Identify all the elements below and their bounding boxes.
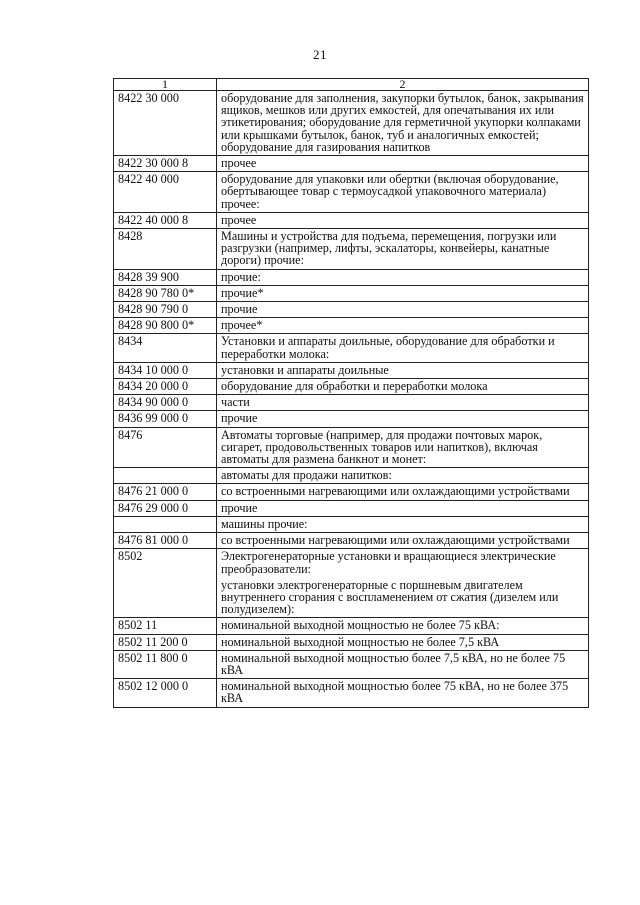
tnved-code: 8476 xyxy=(114,427,217,468)
goods-description xyxy=(217,362,589,378)
tnved-code: 8422 30 000 8 xyxy=(114,156,217,172)
table-row xyxy=(114,212,589,228)
tnved-code: 8502 xyxy=(114,549,217,618)
goods-description xyxy=(217,318,589,334)
column-header-2: 2 xyxy=(217,79,589,91)
goods-description xyxy=(217,427,589,468)
goods-description xyxy=(217,516,589,532)
goods-description xyxy=(217,500,589,516)
tnved-code: 8434 10 000 0 xyxy=(114,362,217,378)
tnved-code: 8428 90 790 0 xyxy=(114,302,217,318)
description-paragraph: части xyxy=(221,395,250,410)
description-paragraph: оборудование для обработки и переработки молока xyxy=(221,379,488,394)
description-paragraph: прочее* xyxy=(221,318,263,333)
table-row xyxy=(114,91,589,156)
description-paragraph: прочие xyxy=(221,500,258,515)
description-paragraph: оборудование для заполнения, закупорки бутылок, банок, закрывания ящиков, мешков или других емкостей, для опечатывания их или этикетирования; оборудование для герметичной укупорки колпаками или крышками бутылок, банок, туб и аналогичных емкостей; оборудование для газирования напитков xyxy=(221,91,584,154)
tnved-code: 8436 99 000 0 xyxy=(114,411,217,427)
table-row xyxy=(114,468,589,484)
column-header-1: 1 xyxy=(114,79,217,91)
table-row xyxy=(114,411,589,427)
tnved-code xyxy=(114,468,217,484)
tnved-code: 8476 29 000 0 xyxy=(114,500,217,516)
description-paragraph: прочие xyxy=(221,302,258,317)
table-row xyxy=(114,269,589,285)
table-row xyxy=(114,634,589,650)
tnved-code: 8428 xyxy=(114,229,217,270)
description-paragraph: установки электрогенераторные с поршневым двигателем внутреннего сгорания с воспламенением от сжатия (дизелем или полудизелем): xyxy=(221,577,559,617)
tnved-code: 8434 20 000 0 xyxy=(114,379,217,395)
goods-description xyxy=(217,156,589,172)
description-paragraph: прочие xyxy=(221,411,258,426)
description-paragraph: прочее xyxy=(221,156,257,171)
goods-description xyxy=(217,172,589,213)
description-paragraph: номинальной выходной мощностью не более 7,5 кВА xyxy=(221,634,500,649)
description-paragraph: установки и аппараты доильные xyxy=(221,362,389,377)
table-row xyxy=(114,533,589,549)
description-paragraph: прочие: xyxy=(221,269,261,284)
table-row xyxy=(114,362,589,378)
tnved-code: 8502 11 200 0 xyxy=(114,634,217,650)
goods-description xyxy=(217,634,589,650)
goods-description xyxy=(217,679,589,707)
tnved-code: 8422 40 000 8 xyxy=(114,212,217,228)
table-row xyxy=(114,302,589,318)
table-row xyxy=(114,516,589,532)
goods-description xyxy=(217,549,589,618)
table-row xyxy=(114,318,589,334)
goods-description xyxy=(217,484,589,500)
table-row xyxy=(114,427,589,468)
table-row xyxy=(114,379,589,395)
description-paragraph: номинальной выходной мощностью не более 75 кВА: xyxy=(221,618,500,633)
goods-description xyxy=(217,411,589,427)
tnved-code xyxy=(114,516,217,532)
tnved-code: 8428 39 900 xyxy=(114,269,217,285)
description-paragraph: прочие* xyxy=(221,285,264,300)
description-paragraph: машины прочие: xyxy=(221,516,308,531)
goods-description xyxy=(217,379,589,395)
description-paragraph: Установки и аппараты доильные, оборудование для обработки и переработки молока: xyxy=(221,334,555,361)
description-paragraph: Машины и устройства для подъема, перемещения, погрузки или разгрузки (например, лифты, эскалаторы, конвейеры, канатные дороги) прочие: xyxy=(221,229,557,268)
description-paragraph: автоматы для продажи напитков: xyxy=(221,468,392,483)
page-number: 21 xyxy=(313,47,327,62)
goods-description xyxy=(217,212,589,228)
goods-description xyxy=(217,334,589,362)
goods-description xyxy=(217,533,589,549)
table-row xyxy=(114,334,589,362)
table-row xyxy=(114,500,589,516)
description-paragraph: Электрогенераторные установки и вращающиеся электрические преобразователи: xyxy=(221,549,556,576)
code-table xyxy=(113,78,589,708)
goods-description xyxy=(217,269,589,285)
goods-description xyxy=(217,618,589,634)
table-header-row xyxy=(114,79,589,91)
tnved-code: 8502 11 xyxy=(114,618,217,634)
tnved-code: 8502 12 000 0 xyxy=(114,679,217,707)
tnved-code: 8434 xyxy=(114,334,217,362)
goods-description xyxy=(217,285,589,301)
description-paragraph: номинальной выходной мощностью более 75 кВА, но не более 375 кВА xyxy=(221,679,569,706)
tnved-code: 8428 90 800 0* xyxy=(114,318,217,334)
tnved-code: 8422 40 000 xyxy=(114,172,217,213)
tnved-code: 8434 90 000 0 xyxy=(114,395,217,411)
table-row xyxy=(114,484,589,500)
table-row xyxy=(114,285,589,301)
table-row xyxy=(114,618,589,634)
goods-description xyxy=(217,229,589,270)
goods-description xyxy=(217,395,589,411)
table-row xyxy=(114,172,589,213)
description-paragraph: оборудование для упаковки или обертки (включая оборудование, обертывающее товар с термоусадкой упаковочного материала) прочее: xyxy=(221,172,559,211)
goods-description xyxy=(217,650,589,678)
table-row xyxy=(114,395,589,411)
tnved-code: 8428 90 780 0* xyxy=(114,285,217,301)
table-row xyxy=(114,549,589,618)
tnved-code: 8476 21 000 0 xyxy=(114,484,217,500)
description-paragraph: Автоматы торговые (например, для продажи почтовых марок, сигарет, продовольственных товаров или напитков), включая автоматы для размена банкнот и монет: xyxy=(221,427,543,467)
table-body xyxy=(114,91,589,708)
table-row xyxy=(114,679,589,707)
description-paragraph: со встроенными нагревающими или охлаждающими устройствами xyxy=(221,484,570,499)
description-paragraph: номинальной выходной мощностью более 7,5 кВА, но не более 75 кВА xyxy=(221,650,566,677)
tnved-code: 8502 11 800 0 xyxy=(114,650,217,678)
description-paragraph: прочее xyxy=(221,212,257,227)
goods-description xyxy=(217,91,589,156)
table-row xyxy=(114,156,589,172)
tnved-code: 8476 81 000 0 xyxy=(114,533,217,549)
goods-description xyxy=(217,302,589,318)
table-row xyxy=(114,229,589,270)
table-row xyxy=(114,650,589,678)
description-paragraph: со встроенными нагревающими или охлаждающими устройствами xyxy=(221,533,570,548)
goods-description xyxy=(217,468,589,484)
tnved-code: 8422 30 000 xyxy=(114,91,217,156)
